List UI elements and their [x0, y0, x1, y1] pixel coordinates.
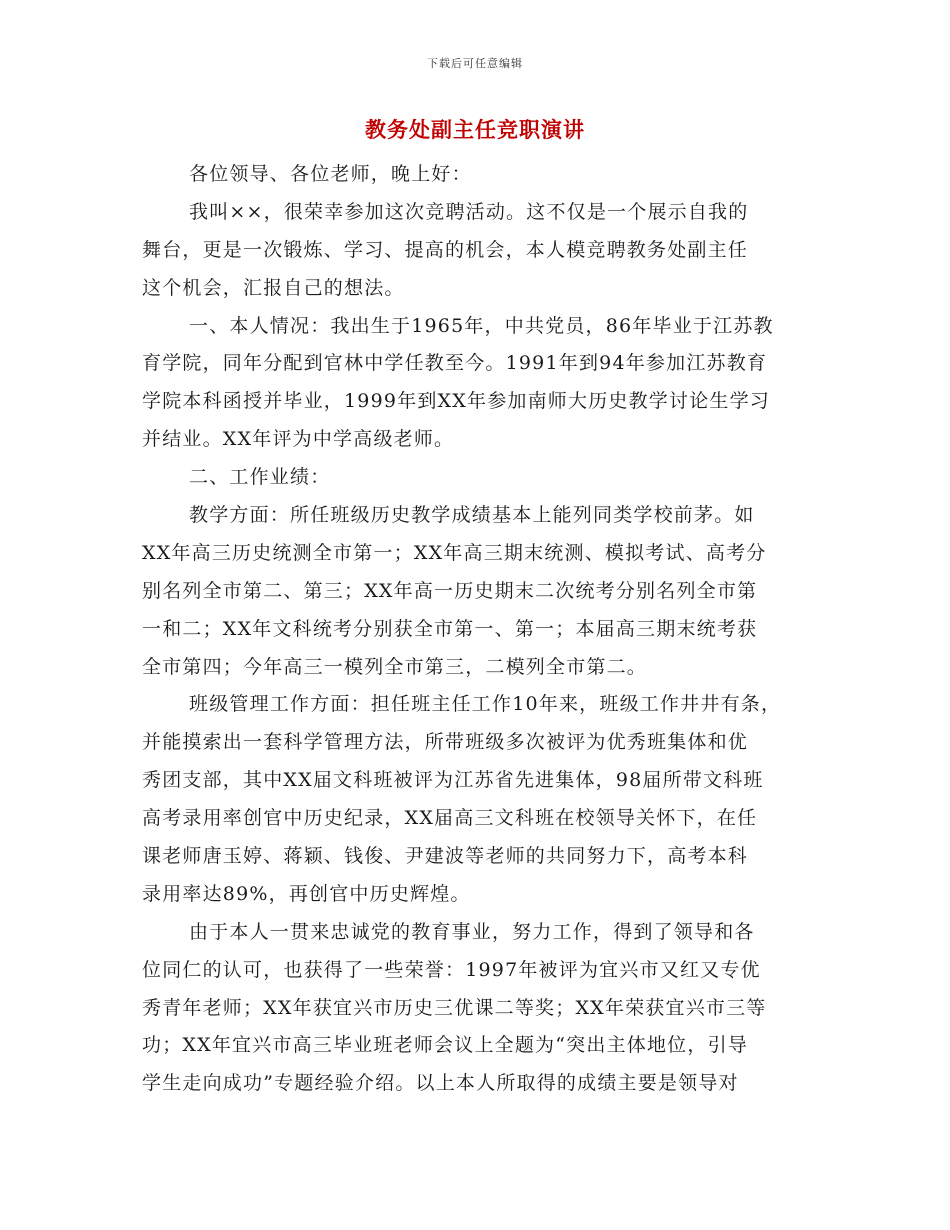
body-line: 全市第四；今年高三一模列全市第三，二模列全市第二。 [142, 655, 648, 678]
body-line: 秀团支部，其中XX届文科班被评为江苏省先进集体，98届所带文科班 [142, 769, 764, 792]
body-line: XX年高三历史统测全市第一；XX年高三期末统测、模拟考试、高考分 [142, 541, 767, 564]
body-line: 录用率达89%，再创官中历史辉煌。 [142, 882, 471, 905]
body-line: 课老师唐玉婷、蒋颖、钱俊、尹建波等老师的共同努力下，高考本科 [142, 845, 749, 868]
body-line: 功；XX年宜兴市高三毕业班老师会议上全题为“突出主体地位，引导 [142, 1034, 748, 1057]
body-line: 教学方面：所任班级历史教学成绩基本上能列同类学校前茅。如 [189, 504, 755, 527]
body-line: 由于本人一贯来忠诚党的教育事业，努力工作，得到了领导和各 [189, 920, 755, 943]
header-note: 下载后可任意编辑 [427, 57, 523, 70]
body-line: 一和二；XX年文科统考分别获全市第一、第一；本届高三期末统考获 [142, 617, 758, 640]
body-line: 别名列全市第二、第三；XX年高一历史期末二次统考分别名列全市第 [142, 579, 758, 602]
document-title: 教务处副主任竞职演讲 [365, 117, 585, 142]
body-line: 高考录用率创官中历史纪录，XX届高三文科班在校领导关怀下，在任 [142, 807, 758, 830]
body-line: 育学院，同年分配到官林中学任教至今。1991年到94年参加江苏教育 [142, 352, 768, 375]
body-line: 我叫××，很荣幸参加这次竞聘活动。这不仅是一个展示自我的 [189, 200, 749, 223]
body-line: 一、本人情况：我出生于1965年，中共党员，86年毕业于江苏教 [189, 314, 774, 337]
body-line: 舞台，更是一次锻炼、学习、提高的机会，本人模竞聘教务处副主任 [142, 238, 749, 261]
body-line: 学院本科函授并毕业，1999年到XX年参加南师大历史教学讨论生学习 [142, 390, 771, 413]
body-line: 位同仁的认可，也获得了一些荣誉：1997年被评为宜兴市又红又专优 [142, 958, 761, 981]
body-line: 秀青年老师；XX年获宜兴市历史三优课二等奖；XX年荣获宜兴市三等 [142, 996, 767, 1019]
body-line: 学生走向成功”专题经验介绍。以上本人所取得的成绩主要是领导对 [142, 1072, 739, 1095]
body-line: 这个机会，汇报自己的想法。 [142, 276, 405, 299]
document-body [142, 156, 802, 1103]
body-line: 二、工作业绩： [189, 466, 331, 489]
body-line: 班级管理工作方面：担任班主任工作10年来，班级工作井井有条， [189, 693, 782, 716]
body-line: 各位领导、各位老师，晚上好： [189, 163, 472, 185]
body-line: 并结业。XX年评为中学高级老师。 [142, 428, 455, 451]
body-line: 并能摸索出一套科学管理方法，所带班级多次被评为优秀班集体和优 [142, 731, 749, 754]
